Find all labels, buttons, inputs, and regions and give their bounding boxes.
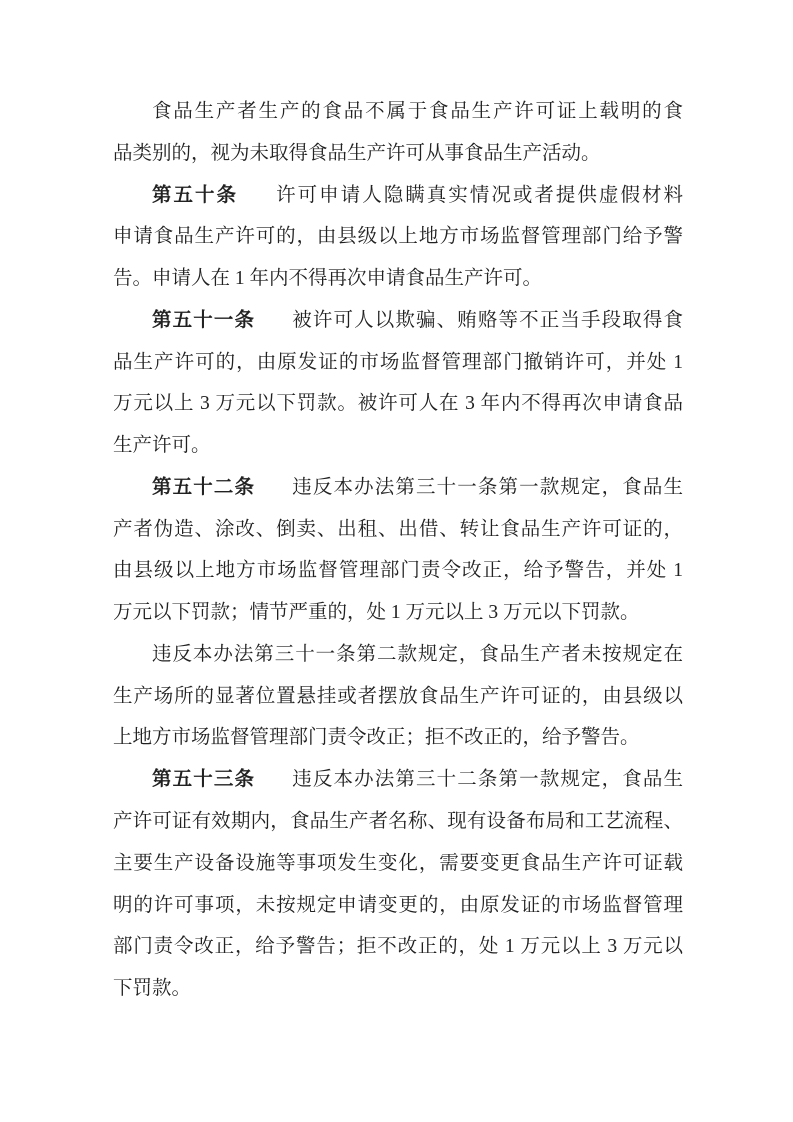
text-line: 违反本办法第三十一条第二款规定，食品生产者未按规定在 [152,643,683,665]
article-number: 第五十一条 [152,309,256,331]
text-line: 产者伪造、涂改、倒卖、出租、出借、转让食品生产许可证的， [113,518,683,540]
text-line: 食品生产者生产的食品不属于食品生产许可证上载明的食 [152,101,683,122]
article-number-gap [238,200,274,201]
article-52-para-1 [113,467,683,634]
text-line: 主要生产设备设施等事项发生变化，需要变更食品生产许可证载 [113,852,683,874]
text-line: 部门责令改正，给予警告；拒不改正的，处 1 万元以上 3 万元以 [113,936,683,958]
text-block [113,91,683,1010]
article-number-gap [255,325,291,326]
article-53 [113,759,683,1010]
text-line: 生产许可。 [113,435,211,457]
text-line: 告。申请人在 1 年内不得再次申请食品生产许可。 [113,268,543,290]
text-line: 第五十条 许可申请人隐瞒真实情况或者提供虚假材料 [152,184,683,206]
article-number-gap [255,784,291,785]
text-line: 第五十一条 被许可人以欺骗、贿赂等不正当手段取得食 [152,309,683,331]
text-line: 明的许可事项，未按规定申请变更的，由原发证的市场监督管理 [113,894,683,916]
text-line: 第五十三条 违反本办法第三十二条第一款规定，食品生 [152,769,683,791]
article-52-para-2 [113,634,683,759]
text-line: 申请食品生产许可的，由县级以上地方市场监督管理部门给予警 [113,226,683,248]
text-line: 生产场所的显著位置悬挂或者摆放食品生产许可证的，由县级以 [113,685,683,707]
clause-unlicensed-category [113,91,683,175]
article-number: 第五十三条 [152,769,256,791]
text-line: 由县级以上地方市场监督管理部门责令改正，给予警告，并处 1 [113,560,683,582]
text-line: 下罚款。 [113,978,192,1000]
article-number: 第五十条 [152,184,239,206]
article-51 [113,300,683,467]
text-line: 产许可证有效期内，食品生产者名称、现有设备布局和工艺流程、 [113,811,683,833]
article-number: 第五十二条 [152,476,256,498]
text-line: 上地方市场监督管理部门责令改正；拒不改正的，给予警告。 [113,727,640,749]
article-number-gap [255,492,291,493]
text-line: 万元以上 3 万元以下罚款。被许可人在 3 年内不得再次申请食品 [113,393,683,415]
text-line: 品类别的，视为未取得食品生产许可从事食品生产活动。 [113,142,601,164]
text-line: 万元以下罚款；情节严重的，处 1 万元以上 3 万元以下罚款。 [113,602,640,624]
article-50 [113,175,683,300]
text-line: 第五十二条 违反本办法第三十一条第一款规定，食品生 [152,476,683,498]
text-line: 品生产许可的，由原发证的市场监督管理部门撤销许可，并处 1 [113,351,683,373]
